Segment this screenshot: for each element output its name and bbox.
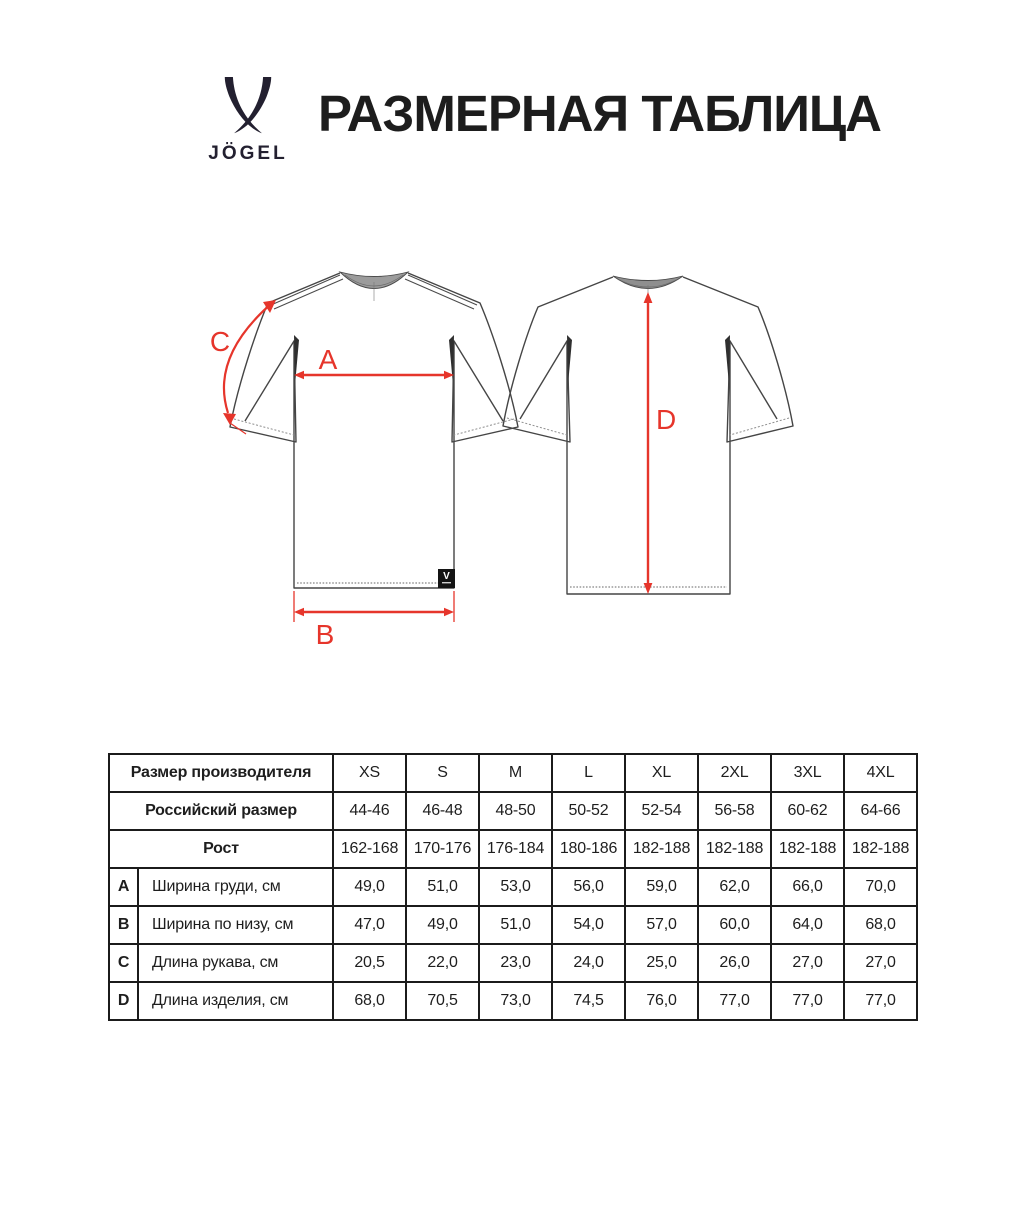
measure-value: 27,0: [844, 944, 917, 982]
size-table: [108, 753, 918, 1021]
row-header: Рост: [109, 830, 333, 868]
measure-value: 77,0: [844, 982, 917, 1020]
measure-value: 47,0: [333, 906, 406, 944]
measure-value: 25,0: [625, 944, 698, 982]
measure-value: 76,0: [625, 982, 698, 1020]
size-code: 3XL: [771, 754, 844, 792]
height-range: 182-188: [698, 830, 771, 868]
measure-value: 70,0: [844, 868, 917, 906]
brand-wordmark: JÖGEL: [208, 143, 288, 164]
jogel-v-icon: [219, 70, 277, 142]
measure-value: 77,0: [698, 982, 771, 1020]
measurement-row-b: [109, 906, 917, 944]
height-range: 182-188: [771, 830, 844, 868]
size-code: L: [552, 754, 625, 792]
measure-letter: C: [109, 944, 138, 982]
russian-size: 44-46: [333, 792, 406, 830]
russian-size: 52-54: [625, 792, 698, 830]
measure-value: 20,5: [333, 944, 406, 982]
measure-label: Ширина по низу, см: [138, 906, 333, 944]
garment-length-label: D: [656, 404, 677, 435]
russian-size-row: [109, 792, 917, 830]
size-code: 4XL: [844, 754, 917, 792]
height-range: 182-188: [844, 830, 917, 868]
measure-value: 62,0: [698, 868, 771, 906]
measurement-row-a: [109, 868, 917, 906]
measure-value: 26,0: [698, 944, 771, 982]
measure-value: 49,0: [333, 868, 406, 906]
measure-label: Длина рукава, см: [138, 944, 333, 982]
height-range: 180-186: [552, 830, 625, 868]
measure-value: 53,0: [479, 868, 552, 906]
bottom-width-label: B: [315, 619, 335, 650]
height-range: 182-188: [625, 830, 698, 868]
brand-logo: [200, 70, 296, 165]
measure-value: 60,0: [698, 906, 771, 944]
measure-value: 73,0: [479, 982, 552, 1020]
measurement-row-c: [109, 944, 917, 982]
measure-letter: B: [109, 906, 138, 944]
height-range: 170-176: [406, 830, 479, 868]
russian-size: 56-58: [698, 792, 771, 830]
height-range: 176-184: [479, 830, 552, 868]
height-row: [109, 830, 917, 868]
tag-letter: V: [443, 571, 450, 582]
measure-value: 66,0: [771, 868, 844, 906]
measure-value: 68,0: [333, 982, 406, 1020]
measure-letter: D: [109, 982, 138, 1020]
tshirt-measurement-diagram: [190, 245, 850, 655]
bottom-width-arrow: [294, 591, 454, 622]
garment-length-arrow: [644, 292, 653, 594]
size-code: S: [406, 754, 479, 792]
measure-value: 74,5: [552, 982, 625, 1020]
measure-value: 51,0: [406, 868, 479, 906]
measurement-row-d: [109, 982, 917, 1020]
page-title: РАЗМЕРНАЯ ТАБЛИЦА: [318, 85, 882, 142]
measure-value: 68,0: [844, 906, 917, 944]
measure-value: 77,0: [771, 982, 844, 1020]
russian-size: 60-62: [771, 792, 844, 830]
measure-value: 27,0: [771, 944, 844, 982]
measure-value: 23,0: [479, 944, 552, 982]
height-range: 162-168: [333, 830, 406, 868]
measure-value: 56,0: [552, 868, 625, 906]
russian-size: 46-48: [406, 792, 479, 830]
measure-value: 51,0: [479, 906, 552, 944]
chest-width-label: A: [318, 344, 338, 375]
measure-value: 22,0: [406, 944, 479, 982]
measure-letter: A: [109, 868, 138, 906]
manufacturer-size-row: [109, 754, 917, 792]
russian-size: 50-52: [552, 792, 625, 830]
russian-size: 64-66: [844, 792, 917, 830]
size-code: 2XL: [698, 754, 771, 792]
measure-label: Ширина груди, см: [138, 868, 333, 906]
size-code: XS: [333, 754, 406, 792]
tshirt-front-drawing: [230, 272, 518, 588]
russian-size: 48-50: [479, 792, 552, 830]
jogel-tag-icon: [438, 569, 455, 588]
measure-label: Длина изделия, см: [138, 982, 333, 1020]
row-header: Российский размер: [109, 792, 333, 830]
size-code: XL: [625, 754, 698, 792]
measure-value: 54,0: [552, 906, 625, 944]
sleeve-length-label: C: [209, 326, 231, 357]
measure-value: 57,0: [625, 906, 698, 944]
measure-value: 59,0: [625, 868, 698, 906]
size-code: M: [479, 754, 552, 792]
measure-value: 64,0: [771, 906, 844, 944]
measure-value: 24,0: [552, 944, 625, 982]
measure-value: 70,5: [406, 982, 479, 1020]
measure-value: 49,0: [406, 906, 479, 944]
row-header: Размер производителя: [109, 754, 333, 792]
